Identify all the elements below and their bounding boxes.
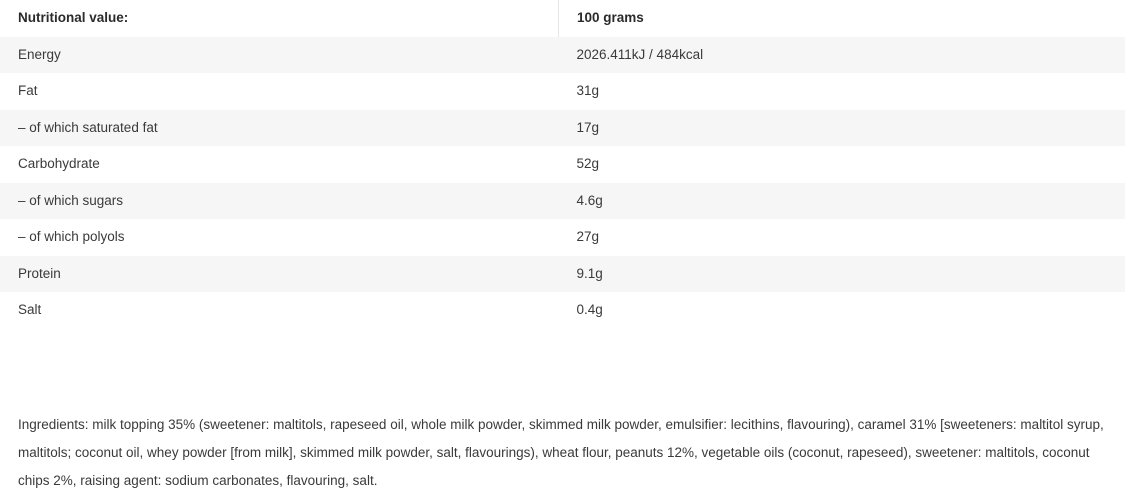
row-value-cell: [559, 146, 1126, 183]
row-value-cell: [559, 183, 1126, 220]
table-row: [0, 110, 1125, 147]
row-value-cell: [559, 37, 1126, 74]
row-label-cell: [0, 146, 559, 183]
row-value: 27g: [576, 229, 600, 245]
row-label-cell: [0, 256, 559, 293]
row-label: – of which sugars: [18, 192, 124, 208]
row-value-cell: [559, 292, 1126, 329]
table-row: [0, 146, 1125, 183]
table-header-row: [0, 0, 1125, 37]
table-row: [0, 219, 1125, 256]
row-label: Energy: [18, 46, 61, 62]
table-row: [0, 37, 1125, 74]
table-row: [0, 292, 1125, 329]
row-label: Fat: [18, 83, 38, 99]
row-value: 17g: [576, 119, 600, 135]
table-row: [0, 183, 1125, 220]
table-row: [0, 73, 1125, 110]
row-value-cell: [559, 256, 1126, 293]
row-value: 9.1g: [576, 265, 603, 281]
row-value: 0.4g: [576, 302, 603, 318]
row-value-cell: [559, 110, 1126, 147]
row-label-cell: [0, 219, 559, 256]
table-header-label-cell: [0, 0, 559, 37]
row-label-cell: [0, 37, 559, 74]
row-label: Salt: [18, 302, 42, 318]
row-label: – of which saturated fat: [18, 119, 158, 135]
row-label: Carbohydrate: [18, 156, 100, 172]
table-header-value-cell: [559, 0, 1126, 37]
row-value: 52g: [576, 156, 600, 172]
row-label-cell: [0, 73, 559, 110]
ingredients-text: Ingredients: milk topping 35% (sweetener: maltitols, rapeseed oil, whole milk powder, skimmed milk powder, emulsifier: lecithins, flavouring), caramel 31% [sweeteners: maltitol syrup, maltitols; coconut oil, whey powder [from milk], skimmed milk powder, salt, flavourings), wheat flour, peanuts 12%, vegetable oils (coconut, rapeseed), sweetener: maltitols, coconut chips 2%, raising agent: sodium carbonates, flavouring, salt.: [18, 417, 1104, 488]
serving-size-header: 100 grams: [577, 10, 644, 26]
row-value: 4.6g: [576, 192, 603, 208]
row-label: – of which polyols: [18, 229, 125, 245]
row-value-cell: [559, 73, 1126, 110]
row-label-cell: [0, 292, 559, 329]
row-label-cell: [0, 110, 559, 147]
row-label: Protein: [18, 265, 61, 281]
row-value: 2026.411kJ / 484kcal: [576, 46, 704, 62]
row-label-cell: [0, 183, 559, 220]
nutritional-value-header: Nutritional value:: [18, 10, 129, 26]
row-value: 31g: [576, 83, 600, 99]
table-row: [0, 256, 1125, 293]
row-value-cell: [559, 219, 1126, 256]
